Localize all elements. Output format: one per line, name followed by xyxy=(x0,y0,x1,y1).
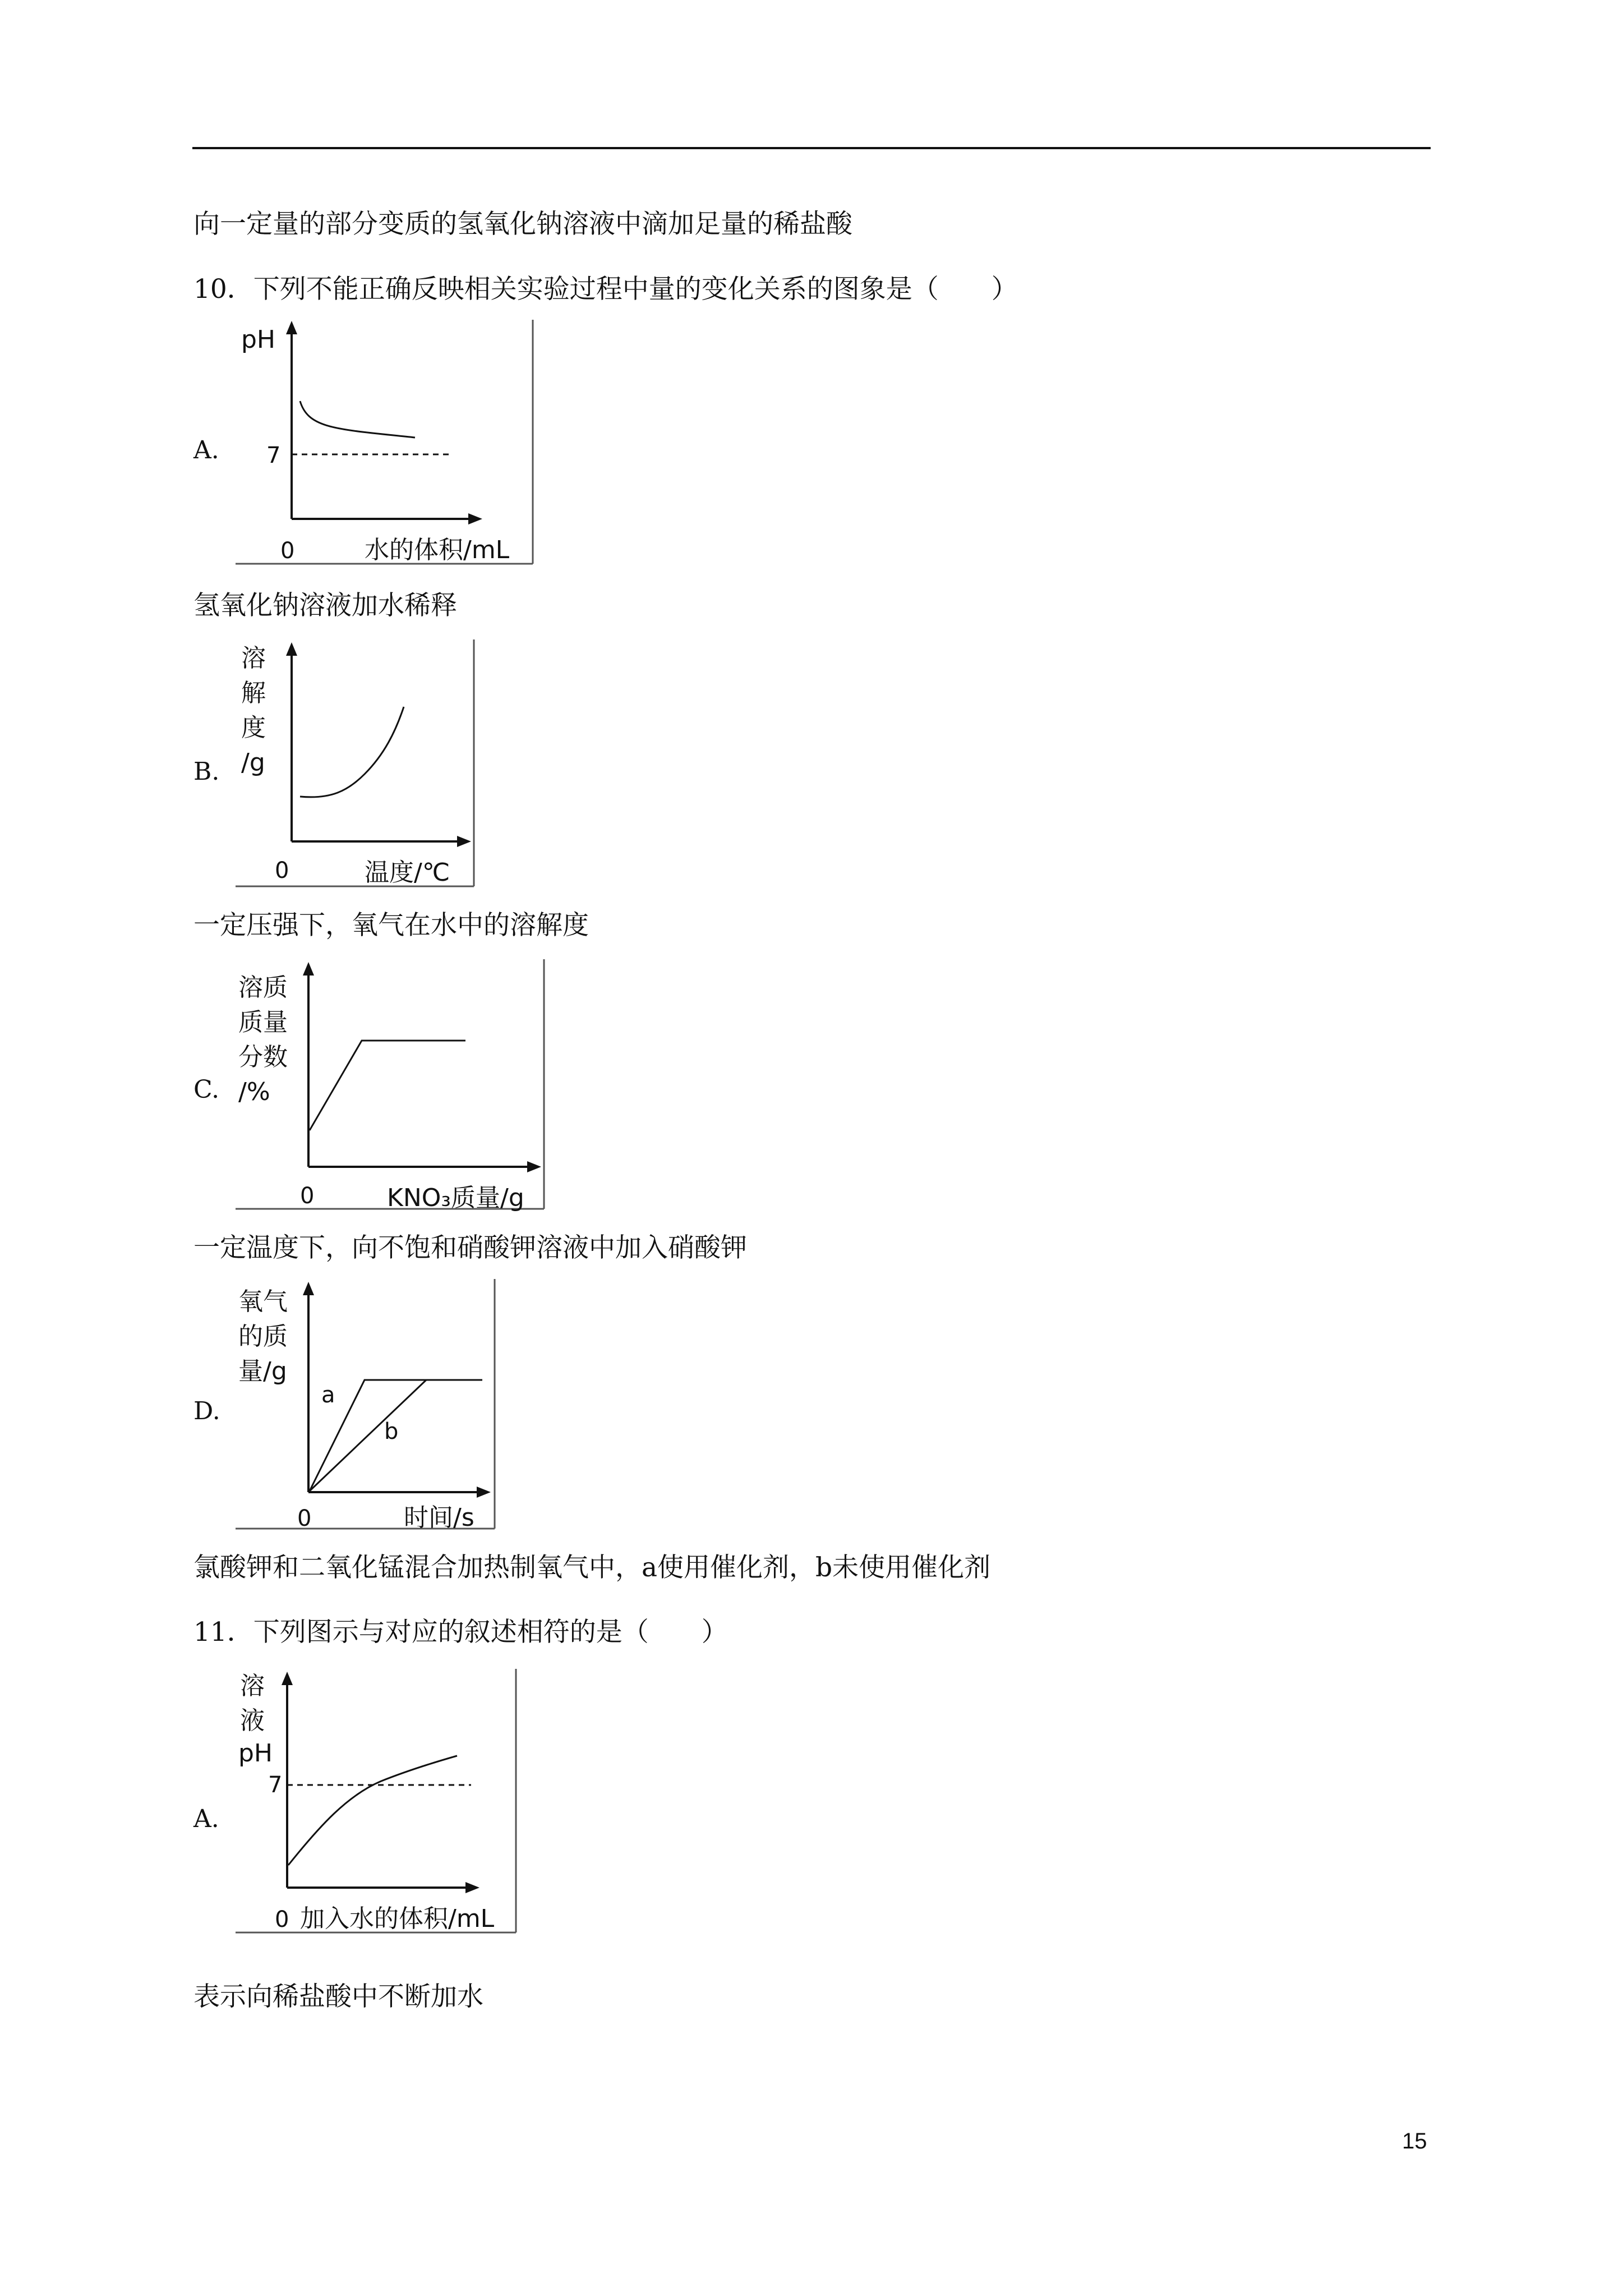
q11-option-a-caption: 表示向稀盐酸中不断加水 xyxy=(193,1981,483,2012)
mass-fraction-line xyxy=(310,1041,465,1130)
previous-caption: 向一定量的部分变质的氢氧化钠溶液中滴加足量的稀盐酸 xyxy=(193,209,852,240)
y-axis-arrow xyxy=(282,1672,293,1685)
y-label-line-1: 溶 xyxy=(240,1672,265,1700)
y-label-line-3: pH xyxy=(238,1739,273,1768)
curve-a-label: a xyxy=(321,1382,335,1408)
ph-curve xyxy=(300,401,415,438)
y-label-line-3: 度 xyxy=(241,714,266,742)
q10-option-a-letter: A. xyxy=(193,436,219,464)
y-label-line-2: 质量 xyxy=(238,1008,288,1037)
y-label-line-2: 解 xyxy=(241,679,266,707)
x-axis-label: KNO₃质量/g xyxy=(387,1184,524,1212)
curve-b-label: b xyxy=(384,1419,399,1444)
x-axis-arrow xyxy=(465,1882,479,1893)
y-label-line-2: 液 xyxy=(240,1706,265,1735)
q10-graph-b xyxy=(236,639,477,889)
y-label-line-1: 溶 xyxy=(241,644,266,673)
ref-tick-label: 7 xyxy=(266,443,281,468)
q10-option-b-caption: 一定压强下，氧气在水中的溶解度 xyxy=(193,910,589,941)
q11-graph-a xyxy=(236,1669,519,1935)
q10-option-c-letter: C. xyxy=(193,1075,220,1104)
x-axis-label: 水的体积/mL xyxy=(365,536,510,564)
x-axis-arrow xyxy=(527,1161,541,1172)
origin-label: 0 xyxy=(300,1183,315,1209)
q10-option-d-letter: D. xyxy=(193,1397,220,1425)
origin-label: 0 xyxy=(275,1907,289,1932)
page-number: 15 xyxy=(1402,2129,1427,2154)
q10-graph-c xyxy=(236,959,547,1212)
y-label-line-1: 溶质 xyxy=(238,973,288,1002)
x-axis-label: 加入水的体积/mL xyxy=(300,1904,495,1933)
y-axis-arrow xyxy=(286,321,297,334)
x-axis-label: 温度/℃ xyxy=(365,858,450,887)
origin-label: 0 xyxy=(297,1506,312,1531)
ref-tick-label: 7 xyxy=(268,1772,283,1798)
header-rule xyxy=(192,147,1431,149)
question-11-stem: 11．下列图示与对应的叙述相符的是（ ） xyxy=(193,1617,728,1648)
q10-option-b-letter: B. xyxy=(193,757,220,786)
q10-option-c-caption: 一定温度下，向不饱和硝酸钾溶液中加入硝酸钾 xyxy=(193,1232,747,1263)
y-label-line-4: /g xyxy=(241,748,265,777)
y-axis-arrow xyxy=(286,642,297,656)
y-axis-arrow xyxy=(303,962,314,976)
y-label-line-2: 的质 xyxy=(238,1322,288,1351)
solubility-curve xyxy=(300,707,404,797)
y-axis-arrow xyxy=(303,1282,314,1295)
origin-label: 0 xyxy=(275,858,289,884)
q10-option-d-caption: 氯酸钾和二氧化锰混合加热制氧气中，a使用催化剂，b未使用催化剂 xyxy=(193,1552,991,1583)
q10-option-a-caption: 氢氧化钠溶液加水稀释 xyxy=(193,590,457,621)
x-axis-arrow xyxy=(477,1487,491,1498)
question-10-stem: 10．下列不能正确反映相关实验过程中量的变化关系的图象是（ ） xyxy=(193,274,1018,305)
q10-graph-a xyxy=(236,320,533,567)
y-label-line-4: /% xyxy=(238,1078,270,1106)
x-axis-arrow xyxy=(468,513,482,524)
q10-graph-d xyxy=(236,1279,496,1531)
q11-option-a-letter: A. xyxy=(193,1805,219,1833)
y-label-line-3: 量/g xyxy=(238,1357,287,1386)
x-axis-arrow xyxy=(457,836,471,847)
y-label-line-3: 分数 xyxy=(238,1043,288,1071)
ph-curve xyxy=(288,1756,457,1865)
x-axis-label: 时间/s xyxy=(404,1503,474,1532)
y-axis-label: pH xyxy=(241,325,276,354)
y-label-line-1: 氧气 xyxy=(238,1287,288,1316)
origin-label: 0 xyxy=(280,538,295,564)
